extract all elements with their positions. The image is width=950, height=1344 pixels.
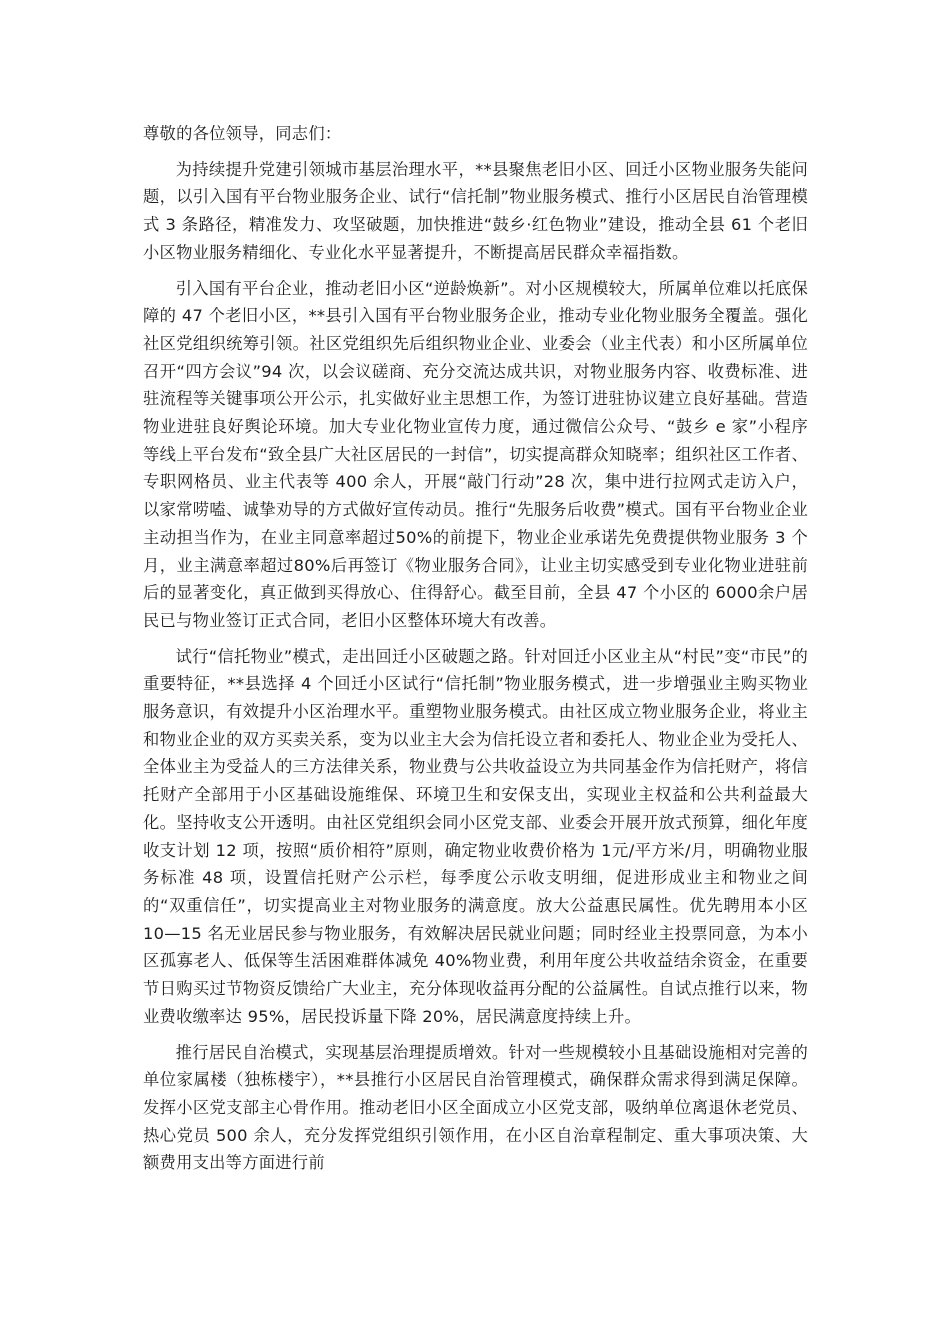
paragraph-resident-autonomy: 推行居民自治模式，实现基层治理提质增效。针对一些规模较小且基础设施相对完善的单位家属楼（独栋楼宇），**县推行小区居民自治管理模式，确保群众需求得到满足保障。发挥小区党支部主心骨作用。推动老旧小区全面成立小区党支部，吸纳单位离退休老党员、热心党员 500 余人，充分发挥党组织引领作用，在小区自治章程制定、重大事项决策、大额费用支出等方面进行前	[143, 1042, 808, 1173]
greeting: 尊敬的各位领导，同志们：	[143, 124, 342, 143]
paragraph-state-owned-enterprise: 引入国有平台企业，推动老旧小区“逆龄焕新”。对小区规模较大，所属单位难以托底保障的 47 个老旧小区，**县引入国有平台物业服务企业，推动专业化物业服务全覆盖。强化社区党组织统筹引领。社区党组织先后组织物业企业、业委会（业主代表）和小区所属单位召开“四方会议”94 次，以会议磋商、充分交流达成共识，对物业服务内容、收费标准、进驻流程等关键事项公开公示，扎实做好业主思想工作，为签订进驻协议建立良好基础。营造物业进驻良好舆论环境。加大专业化物业宣传力度，通过微信公众号、“鼓乡 e 家”小程序等线上平台发布“致全县广大社区居民的一封信”，切实提高群众知晓率；组织社区工作者、专职网格员、业主代表等 400 余人，开展“敲门行动”28 次，集中进行拉网式走访入户，以家常唠嗑、诚挚劝导的方式做好宣传动员。推行“先服务后收费”模式。国有平台物业企业主动担当作为，在业主同意率超过50%的前提下，物业企业承诺先免费提供物业服务 3 个月，业主满意率超过80%后再签订《物业服务合同》，让业主切实感受到专业化物业进驻前后的显著变化，真正做到买得放心、住得舒心。截至目前，全县 47 个小区的 6000余户居民已与物业签订正式合同，老旧小区整体环境大有改善。	[143, 278, 808, 630]
paragraph-trust-property: 试行“信托物业”模式，走出回迁小区破题之路。针对回迁小区业主从“村民”变“市民”的重要特征，**县选择 4 个回迁小区试行“信托制”物业服务模式，进一步增强业主购买物业服务意识，有效提升小区治理水平。重塑物业服务模式。由社区成立物业服务企业，将业主和物业企业的双方买卖关系，变为以业主大会为信托设立者和委托人、物业企业为受托人、全体业主为受益人的三方法律关系，物业费与公共收益设立为共同基金作为信托财产，将信托财产全部用于小区基础设施维保、环境卫生和安保支出，实现业主权益和公共利益最大化。坚持收支公开透明。由社区党组织会同小区党支部、业委会开展开放式预算，细化年度收支计划 12 项，按照“质价相符”原则，确定物业收费价格为 1元/平方米/月，明确物业服务标准 48 项，设置信托财产公示栏，每季度公示收支明细，促进形成业主和物业之间的“双重信任”，切实提高业主对物业服务的满意度。放大公益惠民属性。优先聘用本小区 10—15 名无业居民参与物业服务，有效解决居民就业问题；同时经业主投票同意，为本小区孤寡老人、低保等生活困难群体减免 40%物业费，利用年度公共收益结余资金，在重要节日购买过节物资反馈给广大业主，充分体现收益再分配的公益属性。自试点推行以来，物业费收缴率达 95%，居民投诉量下降 20%，居民满意度持续上升。	[143, 646, 808, 1026]
paragraph-intro: 为持续提升党建引领城市基层治理水平，**县聚焦老旧小区、回迁小区物业服务失能问题，以引入国有平台物业服务企业、试行“信托制”物业服务模式、推行小区居民自治管理模式 3 条路径，精准发力、攻坚破题，加快推进“鼓乡·红色物业”建设，推动全县 61 个老旧小区物业服务精细化、专业化水平显著提升，不断提高居民群众幸福指数。	[143, 159, 808, 262]
document-body	[143, 120, 808, 1177]
